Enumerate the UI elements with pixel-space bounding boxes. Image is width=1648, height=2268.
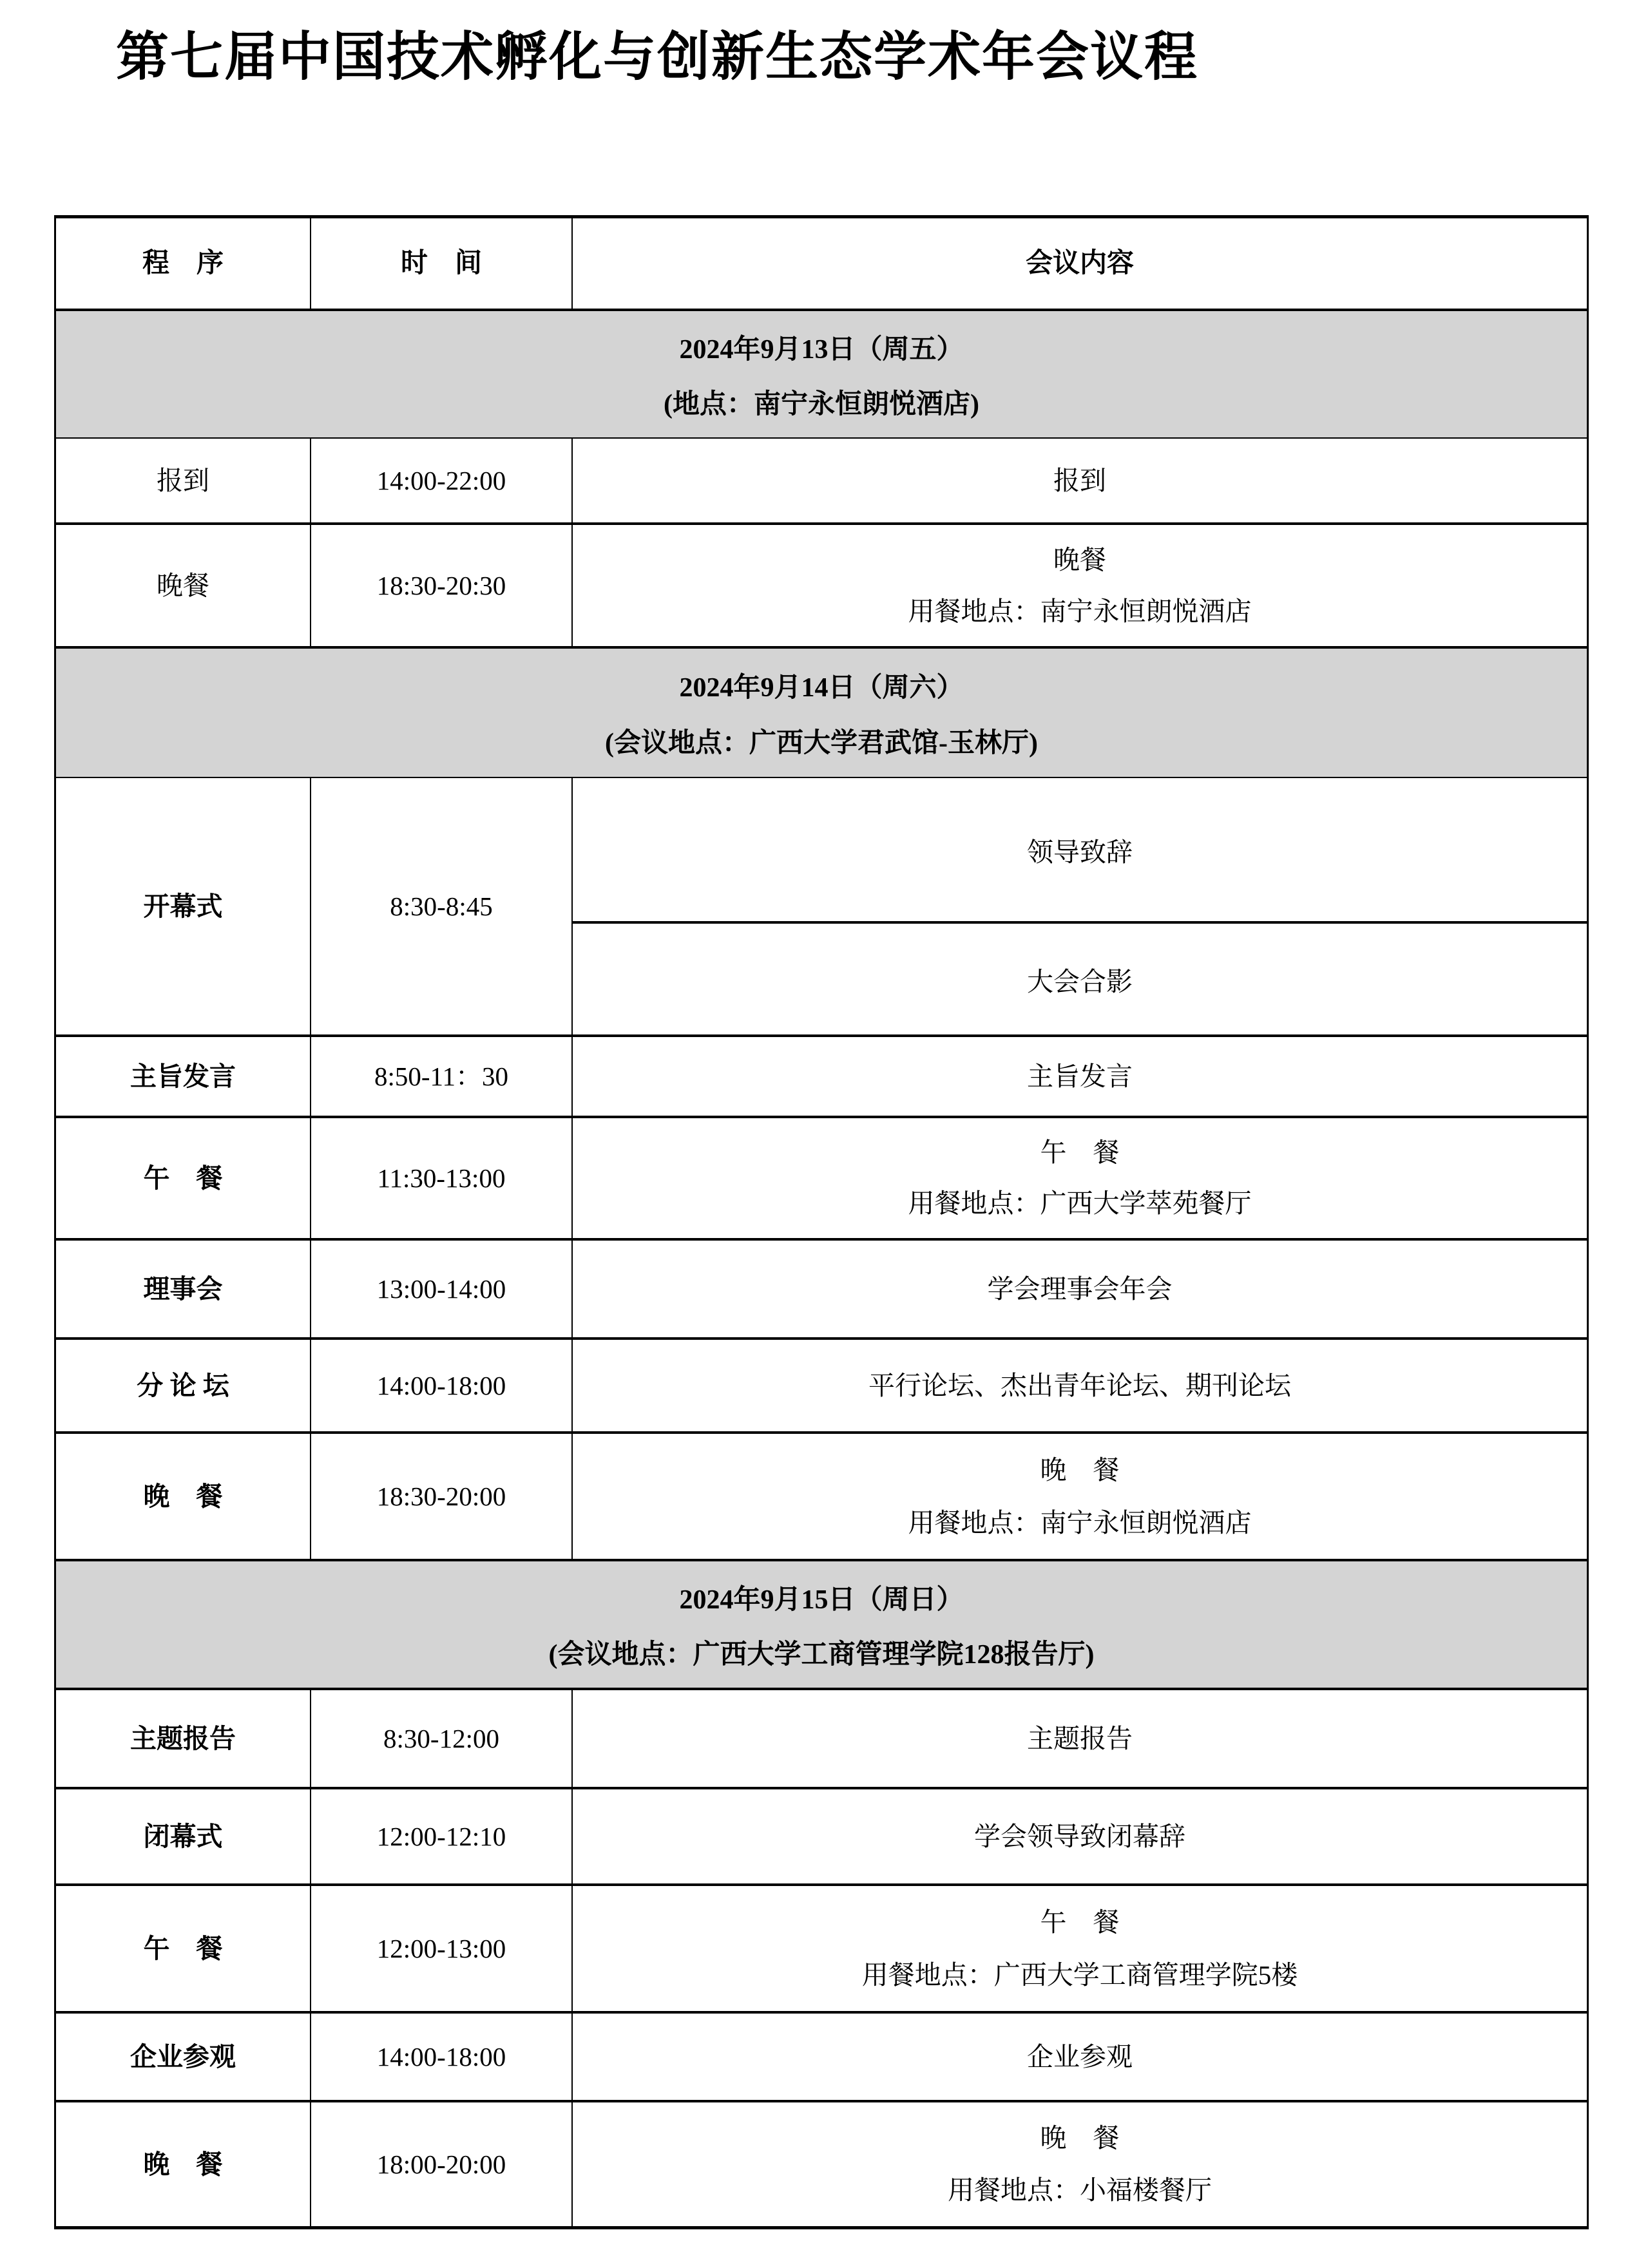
time-cell: 14:00-18:00 [311,1340,573,1431]
program-cell: 午 餐 [56,1886,311,2011]
content-subcell-2: 大会合影 [1027,966,1133,996]
section-row-day3 [56,1559,1587,1688]
content-cell: 企业参观 [1027,2041,1133,2072]
content-cell: 报到 [1053,465,1106,495]
table-row [56,1034,1587,1116]
time-cell: 8:30-8:45 [311,778,573,1034]
time-cell: 18:00-20:00 [311,2102,573,2226]
program-cell: 午 餐 [56,1118,311,1238]
time-cell: 11:30-13:00 [311,1118,573,1238]
section-row-day2 [56,646,1587,777]
program-cell: 闭幕式 [56,1789,311,1883]
time-cell: 18:30-20:30 [311,525,573,646]
table-row [56,437,1587,522]
table-row [56,1787,1587,1883]
content-line-1: 晚 餐 [1040,2123,1120,2153]
header-cell-program: 程 序 [56,218,311,309]
content-cell [573,2102,1587,2226]
content-cell [573,1886,1587,2011]
program-cell: 分 论 坛 [56,1340,311,1431]
header-cell-content: 会议内容 [1025,249,1134,279]
content-cell [573,525,1587,646]
section-inner [56,1561,1587,1688]
table-row [56,1431,1587,1559]
content-cell: 主题报告 [1027,1723,1133,1753]
content-line-2: 用餐地点：南宁永恒朗悦酒店 [908,1507,1252,1538]
content-cell: 学会理事会年会 [987,1273,1173,1304]
table-row [56,1116,1587,1238]
table-row [56,522,1587,646]
content-cell-split [573,778,1587,1034]
content-line-2: 用餐地点：广西大学工商管理学院5楼 [861,1959,1298,1990]
table-row [56,2011,1587,2100]
content-cell: 主旨发言 [1027,1061,1133,1091]
content-subcell-1: 领导致辞 [573,778,1587,924]
time-cell: 14:00-22:00 [311,439,573,522]
time-cell: 8:30-12:00 [311,1690,573,1787]
program-cell: 开幕式 [56,778,311,1034]
program-cell: 主旨发言 [56,1037,311,1116]
program-cell: 报到 [56,439,311,522]
program-cell: 主题报告 [56,1690,311,1787]
content-cell: 平行论坛、杰出青年论坛、期刊论坛 [868,1370,1291,1400]
section-location: (会议地点：广西大学工商管理学院128报告厅) [548,1640,1095,1670]
content-line-1: 午 餐 [1040,1138,1120,1168]
section-date: 2024年9月15日（周日） [679,1585,964,1615]
table-row [56,1688,1587,1787]
table-row [56,2100,1587,2226]
content-line-1: 晚餐 [1053,544,1106,575]
program-cell: 企业参观 [56,2014,311,2100]
program-cell: 晚 餐 [56,1434,311,1559]
table-row [56,1238,1587,1337]
time-cell: 12:00-12:10 [311,1789,573,1883]
content-line-2: 用餐地点：小福楼餐厅 [948,2175,1212,2206]
content-line-2: 用餐地点：广西大学萃苑餐厅 [908,1188,1252,1219]
page-title: 第七届中国技术孵化与创新生态学术年会议程 [116,28,1199,86]
time-cell: 13:00-14:00 [311,1241,573,1337]
section-location: (会议地点：广西大学君武馆-玉林厅) [605,729,1038,759]
table-row [56,1883,1587,2011]
section-location: (地点：南宁永恒朗悦酒店) [664,390,979,420]
section-date: 2024年9月14日（周六） [679,672,964,703]
section-row-day1 [56,309,1587,437]
content-cell [573,1434,1587,1559]
agenda-table [54,215,1589,2229]
header-cell-time: 时 间 [311,218,573,309]
table-row-opening [56,777,1587,1034]
content-line-1: 晚 餐 [1040,1454,1120,1485]
program-cell: 晚餐 [56,525,311,646]
program-cell: 晚 餐 [56,2102,311,2226]
section-inner [56,311,1587,437]
content-line-2: 用餐地点：南宁永恒朗悦酒店 [908,596,1252,626]
program-cell: 理事会 [56,1241,311,1337]
table-row [56,1337,1587,1431]
content-cell: 学会领导致闭幕辞 [974,1821,1185,1851]
content-cell [573,1118,1587,1238]
section-inner [56,649,1587,777]
time-cell: 14:00-18:00 [311,2014,573,2100]
time-cell: 8:50-11：30 [311,1037,573,1116]
section-date: 2024年9月13日（周五） [679,334,964,365]
time-cell: 12:00-13:00 [311,1886,573,2011]
header-row [56,218,1587,309]
time-cell: 18:30-20:00 [311,1434,573,1559]
content-line-1: 午 餐 [1040,1907,1120,1937]
